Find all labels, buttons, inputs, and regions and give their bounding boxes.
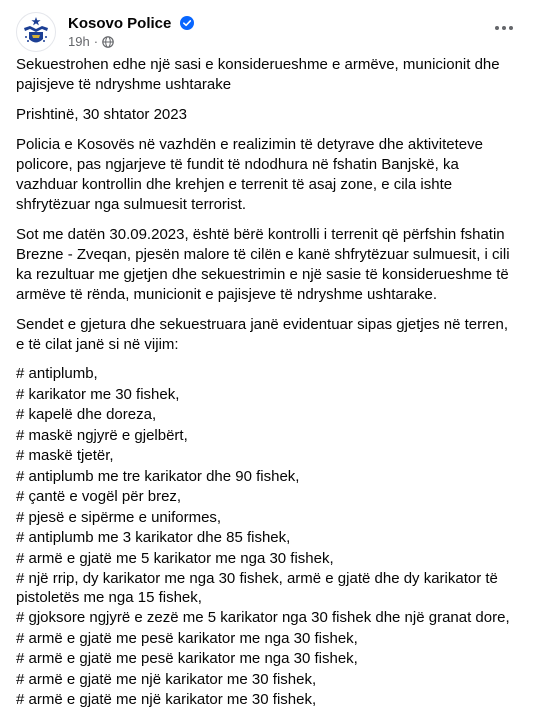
list-item: # një rrip, dy karikator me nga 30 fishek, armë e gjatë dhe dy karikator të pistoletës me nga 15 fishek, — [16, 570, 498, 606]
globe-icon[interactable] — [102, 36, 114, 48]
list-item: # antiplumb, — [16, 365, 98, 382]
kosovo-police-emblem-icon — [17, 13, 55, 51]
more-options-button[interactable] — [492, 16, 516, 40]
list-item: # gjoksore ngjyrë e zezë me 5 karikator nga 30 fishek dhe një granat dore, — [16, 609, 510, 626]
list-item: # pjesë e sipërme e uniformes, — [16, 508, 222, 526]
list-item: # karikator me 30 fishek, — [16, 385, 180, 403]
list-item: # armë e gjatë me një karikator me 30 fishek, — [16, 691, 317, 708]
list-item: # kapelë dhe doreza, — [16, 406, 157, 423]
meta-separator: · — [93, 34, 99, 49]
list-item: # armë e gjatë me 5 karikator me nga 30 fishek, — [16, 549, 334, 567]
post-header — [16, 12, 522, 52]
page-name[interactable]: Kosovo Police — [68, 15, 172, 32]
post-timestamp[interactable]: 19h — [68, 34, 90, 49]
post-meta — [68, 34, 114, 49]
post-dateline: Prishtinë, 30 shtator 2023 — [16, 106, 187, 123]
list-item: # antiplumb me tre karikator dhe 90 fishek, — [16, 467, 300, 485]
post-paragraph: Sendet e gjetura dhe sekuestruara janë evidentuar sipas gjetjes në terren, e të cilat janë si në vijim: — [16, 316, 508, 353]
post-content — [16, 55, 520, 712]
list-item: # maskë tjetër, — [16, 447, 114, 464]
list-item: # çantë e vogël për brez, — [16, 488, 182, 505]
seized-items-list — [16, 365, 520, 710]
page-avatar[interactable] — [16, 12, 56, 52]
list-item: # maskë ngjyrë e gjelbërt, — [16, 426, 188, 444]
verified-badge-icon — [180, 16, 194, 30]
more-options-icon — [494, 25, 514, 31]
list-item: # antiplumb me 3 karikator dhe 85 fishek, — [16, 529, 291, 546]
post-paragraph: Sot me datën 30.09.2023, është bërë kontrolli i terrenit që përfshin fshatin Brezne - Zveqan, pjesën malore të cilën e kanë shfrytëzuar sulmuesit, i cili ka rezultuar me gjetjen dhe sekuestrimin e një sasie të konsiderueshme të armëve të rënda, municionit e pajisjeve të ndryshme ushtarake. — [16, 226, 510, 303]
post-paragraph: Policia e Kosovës në vazhdën e realizimin të detyrave dhe aktiviteteve policore, pas ngjarjeve të fundit të ndodhura në fshatin Banjskë, ka vazhduar kontrollin dhe krehjen e terrenit të asaj zone, e cila ishte shfrytëzuar nga sulmuesit terrorist. — [16, 136, 483, 213]
list-item: # armë e gjatë me pesë karikator me nga 30 fishek, — [16, 650, 358, 667]
post-title: Sekuestrohen edhe një sasi e konsiderueshme e armëve, municionit dhe pajisjeve të ndryshme ushtarake — [16, 56, 500, 93]
list-item: # armë e gjatë me pesë karikator me nga 30 fishek, — [16, 629, 358, 647]
page-name-link[interactable] — [68, 15, 194, 32]
list-item: # armë e gjatë me një karikator me 30 fishek, — [16, 670, 317, 688]
